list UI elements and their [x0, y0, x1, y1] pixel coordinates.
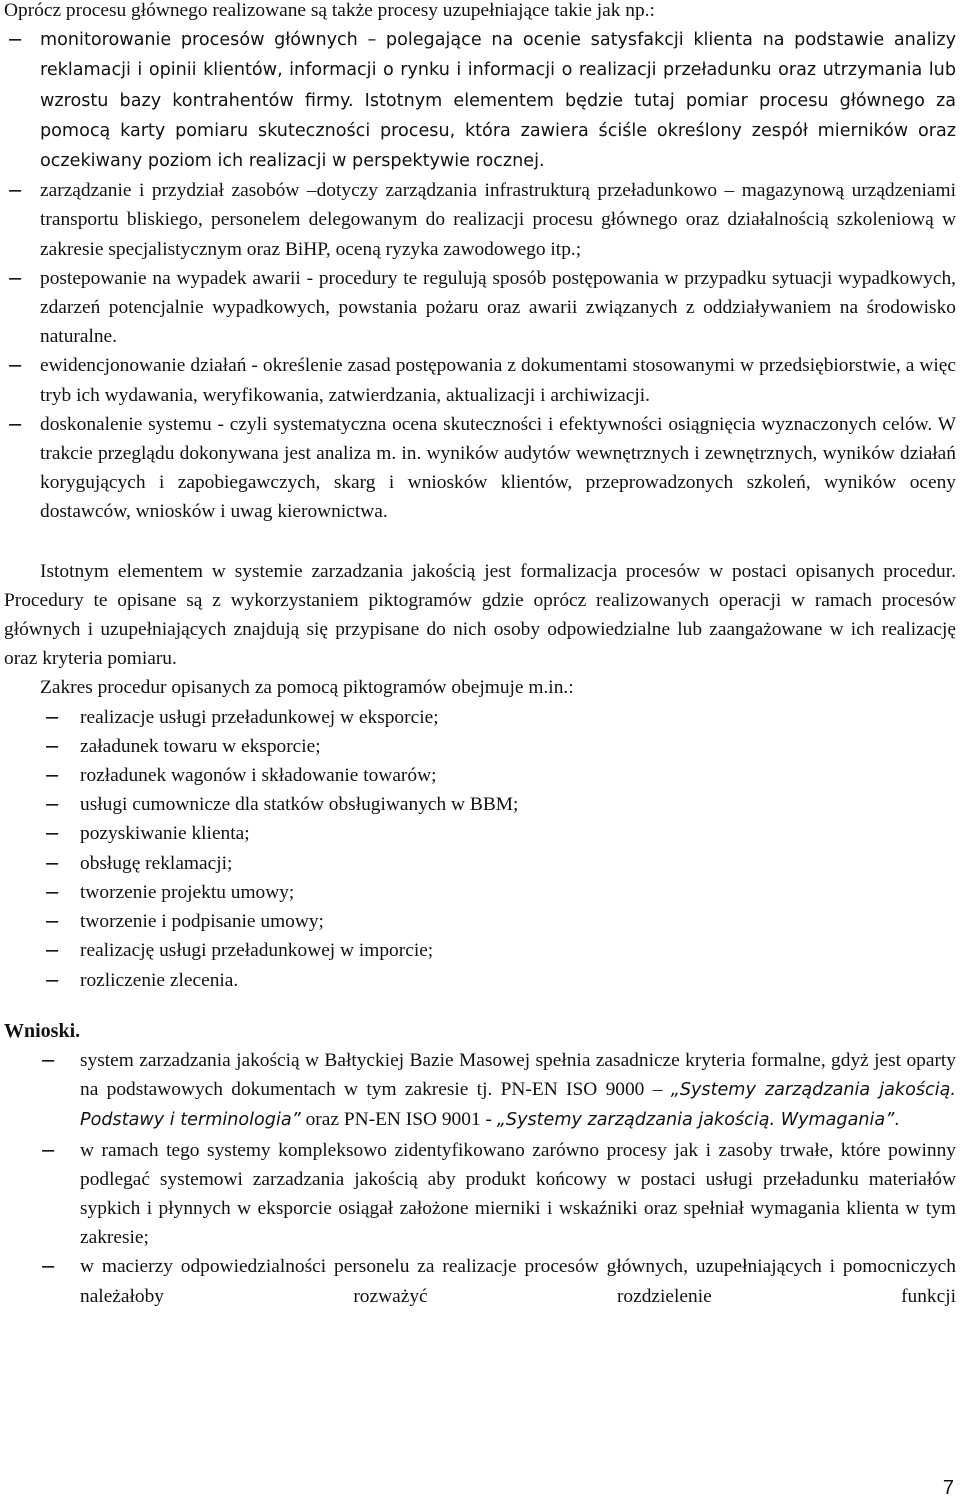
supporting-processes-list [0, 25, 960, 526]
dash-bullet: − [44, 822, 61, 846]
list-item-text: zarządzanie i przydział zasobów –dotyczy zarządzania infrastrukturą przeładunkowo – magazynową urządzeniami transportu bliskiego, personelem delegowanym do realizacji procesu głównego oraz działalnością szkoleniową w zakresie specjalistycznym oraz BiHP, oceną ryzyka zawodowego itp.; [40, 180, 956, 260]
list-item-text: postepowanie na wypadek awarii - procedury te regulują sposób postępowania w przypadku sytuacji wypadkowych, zdarzeń potencjalnie wypadkowych, powstania pożaru oraz awarii związanych z oddziaływaniem na środowisko naturalne. [40, 267, 956, 348]
list-item-text: rozliczenie zlecenia. [80, 969, 239, 991]
standard-code: PN-EN ISO 9001 - [343, 1109, 497, 1131]
intro-line: Oprócz procesu głównego realizowane są także procesy uzupełniające takie jak np.: [4, 0, 655, 21]
procedures-intro: Zakres procedur opisanych za pomocą piktogramów obejmuje m.in.: [40, 677, 574, 699]
list-item-text: obsługę reklamacji; [80, 852, 233, 874]
list-item [0, 1046, 956, 1136]
dash-bullet: − [44, 793, 61, 817]
list-item [0, 819, 950, 848]
dash-bullet: − [44, 705, 61, 729]
list-item-text: . [894, 1109, 900, 1131]
list-item-text: system zarzadzania jakością w Bałtyckiej Bazie Masowej spełnia zasadnicze kryteria formalne, gdyż jest oparty na podstawowych dokumentach w tym zakresie tj. [80, 1049, 956, 1101]
list-item-text: realizacje usługi przeładunkowej w eksporcie; [80, 706, 439, 728]
dash-bullet: − [44, 764, 61, 788]
list-item [0, 176, 956, 264]
list-item [0, 1252, 956, 1310]
list-item [0, 264, 956, 352]
standard-title: „Systemy zarządzania jakością. Wymagania” [496, 1110, 895, 1131]
list-item-text: realizację usługi przeładunkowej w imporcie; [80, 940, 434, 962]
list-item-text: doskonalenie systemu - czyli systematyczna ocena skuteczności i efektywności osiągnięcia wyznaczonych celów. W trakcie przeglądu dokonywana jest analiza m. in. wyników audytów wewnętrznych i zewnętrznych, wyników działań korygujących i zapobiegawczych, skarg i wniosków klientów, przeprowadzonych szkoleń, wyników oceny dostawców, wniosków i uwag kierownictwa. [40, 413, 956, 523]
dash-bullet: − [44, 939, 61, 963]
list-item [0, 761, 950, 790]
dash-bullet: − [40, 1048, 57, 1072]
dash-bullet: − [44, 734, 61, 758]
procedures-list [0, 703, 960, 995]
list-item [0, 703, 950, 732]
list-item-text: załadunek towaru w eksporcie; [80, 735, 321, 757]
list-item-text: tworzenie i podpisanie umowy; [80, 911, 324, 933]
list-item [0, 1136, 956, 1253]
page-number: 7 [942, 1477, 954, 1499]
list-item [0, 790, 950, 819]
standard-code: PN-EN ISO 9000 – [500, 1079, 671, 1101]
conclusions-list [0, 1046, 960, 1311]
list-item [0, 410, 956, 527]
dash-bullet: − [44, 968, 61, 992]
list-item-text: usługi cumownicze dla statków obsługiwanych w BBM; [80, 794, 519, 816]
list-item-text: tworzenie projektu umowy; [80, 881, 295, 903]
list-item [0, 878, 950, 907]
list-item-text: ewidencjonowanie działań - określenie zasad postępowania z dokumentami stosowanymi w przedsiębiorstwie, a więc tryb ich wydawania, weryfikowania, zatwierdzania, aktualizacji i archiwizacji. [40, 355, 956, 406]
list-item-text: monitorowanie procesów głównych – polegające na ocenie satysfakcji klienta na podstawie analizy reklamacji i opinii klientów, informacji o rynku i informacji o realizacji przeładunku oraz utrzymania lub wzrostu bazy kontrahentów firmy. [40, 30, 956, 111]
list-item [0, 849, 950, 878]
list-item-text: w ramach tego systemy kompleksowo zidentyfikowano zarówno procesy jak i zasoby trwałe, które powinny podlegać systemowi zarzadzania jakością aby produkt końcowy w postaci usługi przeładunku materiałów sypkich i płynnych w eksporcie osiągał założone mierniki i wskaźniki oraz spełniał wymagania klienta w tym zakresie; [80, 1139, 956, 1249]
list-item [0, 25, 956, 176]
dash-bullet: − [44, 880, 61, 904]
list-item-text: Istotnym elementem będzie tutaj pomiar procesu głównego za pomocą karty pomiaru skuteczności procesu, która zawiera ściśle określony zespół mierników oraz oczekiwany poziom ich realizacji w perspektywie rocznej. [40, 90, 957, 172]
conclusions-heading: Wnioski. [4, 1019, 81, 1042]
list-item-text: w macierzy odpowiedzialności personelu za realizacje procesów głównych, uzupełniających i pomocniczych należałoby rozważyć rozdzielenie funkcji [80, 1256, 956, 1307]
list-item [0, 966, 950, 995]
list-item [0, 907, 950, 936]
spacer [0, 527, 960, 557]
list-item [0, 351, 956, 409]
list-item [0, 936, 950, 965]
dash-bullet: − [7, 354, 24, 378]
list-item-text: rozładunek wagonów i składowanie towarów; [80, 765, 437, 787]
dash-bullet: − [40, 1138, 57, 1162]
list-item-text: pozyskiwanie klienta; [80, 823, 250, 845]
dash-bullet: − [7, 412, 24, 436]
dash-bullet: − [7, 28, 24, 52]
dash-bullet: − [44, 851, 61, 875]
procedures-paragraph: Istotnym elementem w systemie zarzadzania jakością jest formalizacja procesów w postaci opisanych procedur. Procedury te opisane są z wykorzystaniem piktogramów gdzie oprócz realizowanych operacji w ramach procesów głównych i uzupełniających znajdują się przypisane do nich osoby odpowiedzialne lub zaangażowane w ich realizację oraz kryteria pomiaru. [4, 560, 956, 670]
standard-title: „Systemy zarządzania jakością. Podstawy i terminologia” [80, 1080, 956, 1131]
dash-bullet: − [44, 910, 61, 934]
dash-bullet: − [40, 1255, 57, 1279]
dash-bullet: − [7, 266, 24, 290]
dash-bullet: − [7, 179, 24, 203]
list-item [0, 732, 950, 761]
list-item-text: oraz [300, 1109, 344, 1131]
